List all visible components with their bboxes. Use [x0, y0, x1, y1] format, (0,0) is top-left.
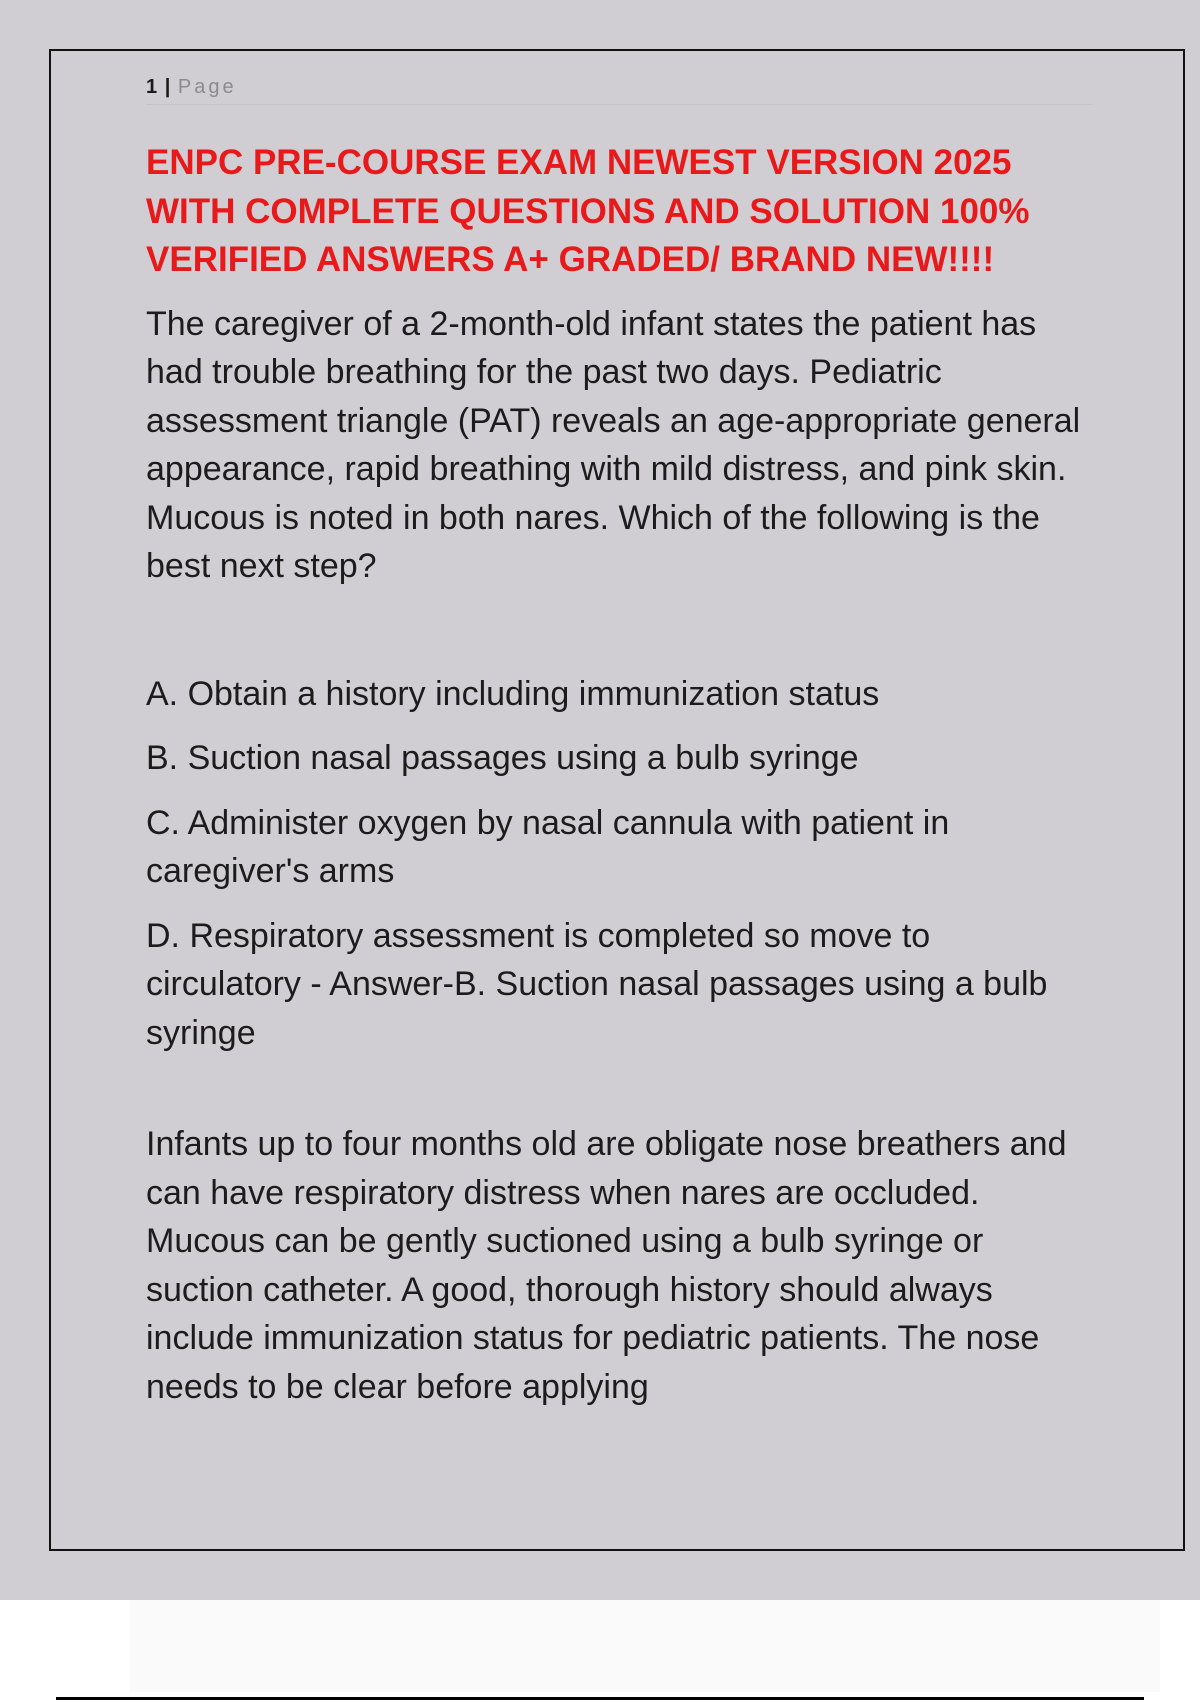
question-text: The caregiver of a 2-month-old infant states the patient has had trouble breathing for the past two days. Pediatric assessment triangle (PAT) reveals an age-appropriate general appearance, rapid breathing with mild distress, and pink skin. Mucous is noted in both nares. Which of the following is the best next step?	[146, 304, 1081, 585]
answer-explanation: Infants up to four months old are obligate nose breathers and can have respiratory distress when nares are occluded. Mucous can be gently suctioned using a bulb syringe or suction catheter. A good, thorough history should always include immunization status for pediatric patients. The nose needs to be clear before applying	[146, 1125, 1067, 1406]
option-a: A. Obtain a history including immunization status	[146, 674, 880, 713]
page-content	[146, 70, 1092, 1411]
page-label: Page	[177, 76, 237, 98]
document-title: ENPC PRE-COURSE EXAM NEWEST VERSION 2025 WITH COMPLETE QUESTIONS AND SOLUTION 100% VERIFIED ANSWERS A+ GRADED/ BRAND NEW!!!!	[146, 143, 1030, 279]
page-number: 1	[146, 76, 158, 98]
option-d-with-answer: D. Respiratory assessment is completed so move to circulatory - Answer-B. Suction nasal passages using a bulb syringe	[146, 916, 1048, 1052]
option-c: C. Administer oxygen by nasal cannula with patient in caregiver's arms	[146, 803, 950, 890]
page-header	[146, 70, 1092, 105]
option-b: B. Suction nasal passages using a bulb syringe	[146, 739, 859, 777]
next-page-top	[130, 1600, 1160, 1692]
page-header-separator: |	[164, 76, 171, 98]
